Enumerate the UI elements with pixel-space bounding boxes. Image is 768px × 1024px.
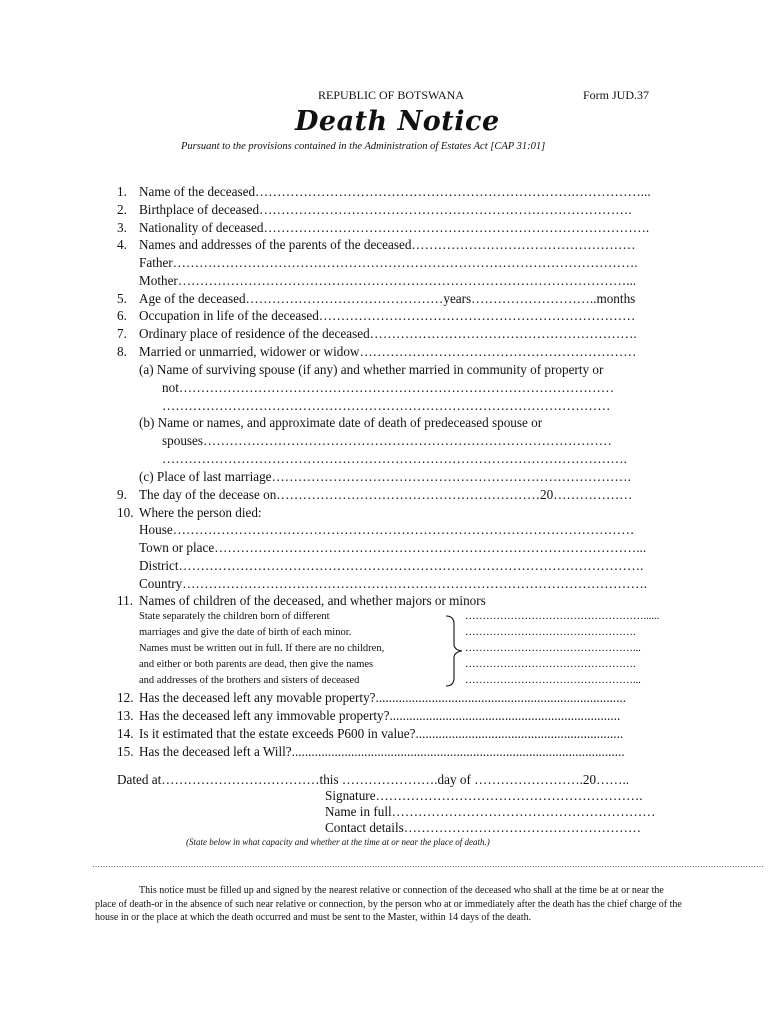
item-7-text[interactable]: Ordinary place of residence of the deceased……………………………………………………. [139, 326, 637, 341]
signature-field[interactable]: Signature……………………………………………………. [325, 788, 643, 803]
footer-instructions: This notice must be filled up and signed by the nearest relative or connection of the deceased who shall at the time be at or near the place of death-or in the absence of such near relative or connection, by the person who at or immediately after the death has the chief charge of the house in or the place at which the death occurred and must be sent to the Master, within 14 days of the death. [95, 885, 682, 923]
district-field[interactable]: District……………………………………………………………………………………………. [139, 558, 644, 573]
separator-line[interactable]: ……………………………………………………………………………………………………………………………………………………………………………………………………………………………… [92, 860, 764, 869]
item-3: 3. Nationality of deceased……………………………………………………………………………. [117, 220, 650, 235]
children-entry-line[interactable]: ……………………………………………...... [465, 611, 660, 622]
item-6-text[interactable]: Occupation in life of the deceased……………………………………………………………… [139, 308, 636, 323]
page-title: Death Notice [295, 106, 500, 137]
house-field[interactable]: House…………………………………………………………………………………………… [139, 522, 635, 537]
children-entry-line[interactable]: …………………………………………. [465, 627, 636, 638]
item-12-text[interactable]: Has the deceased left any movable property?............................................................................ [139, 690, 627, 705]
item-4-text[interactable]: Names and addresses of the parents of the deceased…………………………………………… [139, 237, 636, 252]
item-8a-continued[interactable]: not……………………………………………………………………………………… [162, 380, 615, 395]
item-14-text[interactable]: Is it estimated that the estate exceeds P600 in value?............................................................... [139, 726, 624, 741]
item-8-text[interactable]: Married or unmarried, widower or widow……………………………………………………… [139, 344, 637, 359]
country-field[interactable]: Country……………………………………………………………………………………………. [139, 576, 648, 591]
item-15-text[interactable]: Has the deceased left a Will?..................................................................................................... [139, 744, 625, 759]
children-entry-line[interactable]: …………………………………………... [465, 643, 641, 654]
item-13: 13. Has the deceased left any immovable property?...................................................................... [117, 708, 621, 723]
item-1: 1. Name of the deceased……………………………………………………………….……………... [117, 184, 651, 199]
item-6: 6. Occupation in life of the deceased……………………………………………………………… [117, 308, 636, 323]
children-entry-line[interactable]: …………………………………………. [465, 659, 636, 670]
contact-details-field[interactable]: Contact details……………………………………………… [325, 820, 642, 835]
republic-heading: REPUBLIC OF BOTSWANA [318, 88, 465, 102]
father-field[interactable]: Father……………………………………………………………………………………………. [139, 255, 638, 270]
item-9-text[interactable]: The day of the decease on……………………………………………………20……………… [139, 487, 633, 502]
town-field[interactable]: Town or place……………………………………………………………………………………... [139, 540, 647, 555]
item-11-text: Names of children of the deceased, and whether majors or minors [139, 593, 486, 608]
mother-field[interactable]: Mother…………………………………………………………………………………………... [139, 273, 637, 288]
capacity-note: (State below in what capacity and whether at the time at or near the place of death.) [186, 837, 490, 847]
children-note-line: marriages and give the date of birth of each minor. [139, 627, 352, 638]
item-7: 7. Ordinary place of residence of the deceased……………………………………………………. [117, 326, 637, 341]
item-15: 15. Has the deceased left a Will?..................................................................................................... [117, 744, 625, 759]
children-note-line: Names must be written out in full. If there are no children, [139, 643, 385, 654]
item-8b-continued[interactable]: spouses………………………………………………………………………………… [162, 433, 612, 448]
item-4: 4. Names and addresses of the parents of the deceased…………………………………………… [117, 237, 636, 252]
item-8a-line[interactable]: ………………………………………………………………………………………… [162, 398, 611, 413]
item-11: 11. Names of children of the deceased, and whether majors or minors [117, 593, 486, 608]
item-9: 9. The day of the decease on……………………………………………………20……………… [117, 487, 633, 502]
item-8b-line[interactable]: ……………………………………………………………………………………………. [162, 451, 627, 466]
item-8b: (b) Name or names, and approximate date of death of predeceased spouse or [139, 415, 543, 430]
item-12: 12. Has the deceased left any movable property?............................................................................ [117, 690, 627, 705]
children-note-line: and either or both parents are dead, then give the names [139, 659, 374, 670]
item-8: 8. Married or unmarried, widower or widow……………………………………………………… [117, 344, 637, 359]
children-note-line: and addresses of the brothers and sisters of deceased [139, 675, 360, 686]
name-in-full-field[interactable]: Name in full…………………………………………………… [325, 804, 656, 819]
item-5: 5. Age of the deceased………………………………………years………………………..months [117, 291, 636, 306]
bracket-icon [440, 614, 464, 688]
item-10-text: Where the person died: [139, 505, 262, 520]
item-1-text[interactable]: Name of the deceased……………………………………………………………….……………... [139, 184, 651, 199]
form-number: Form JUD.37 [583, 88, 650, 102]
item-2-text[interactable]: Birthplace of deceased…………………………………………………………………………. [139, 202, 632, 217]
item-2: 2. Birthplace of deceased…………………………………………………………………………. [117, 202, 632, 217]
children-note-line: State separately the children born of different [139, 611, 330, 622]
item-13-text[interactable]: Has the deceased left any immovable property?...................................................................... [139, 708, 621, 723]
item-10: 10. Where the person died: [117, 505, 262, 520]
item-8a: (a) Name of surviving spouse (if any) and whether married in community of property or [139, 362, 604, 377]
subtitle: Pursuant to the provisions contained in the Administration of Estates Act [CAP 31:01] [181, 141, 546, 152]
children-entry-line[interactable]: …………………………………………... [465, 675, 641, 686]
item-3-text[interactable]: Nationality of deceased……………………………………………………………………………. [139, 220, 650, 235]
dated-field[interactable]: Dated at………………………………this ………………….day of …………………….20…….. [117, 772, 630, 787]
item-8c[interactable]: (c) Place of last marriage………………………………………………………………………. [139, 469, 631, 484]
item-14: 14. Is it estimated that the estate exceeds P600 in value?............................................................... [117, 726, 624, 741]
item-5-text[interactable]: Age of the deceased………………………………………years………………………..months [139, 291, 636, 306]
